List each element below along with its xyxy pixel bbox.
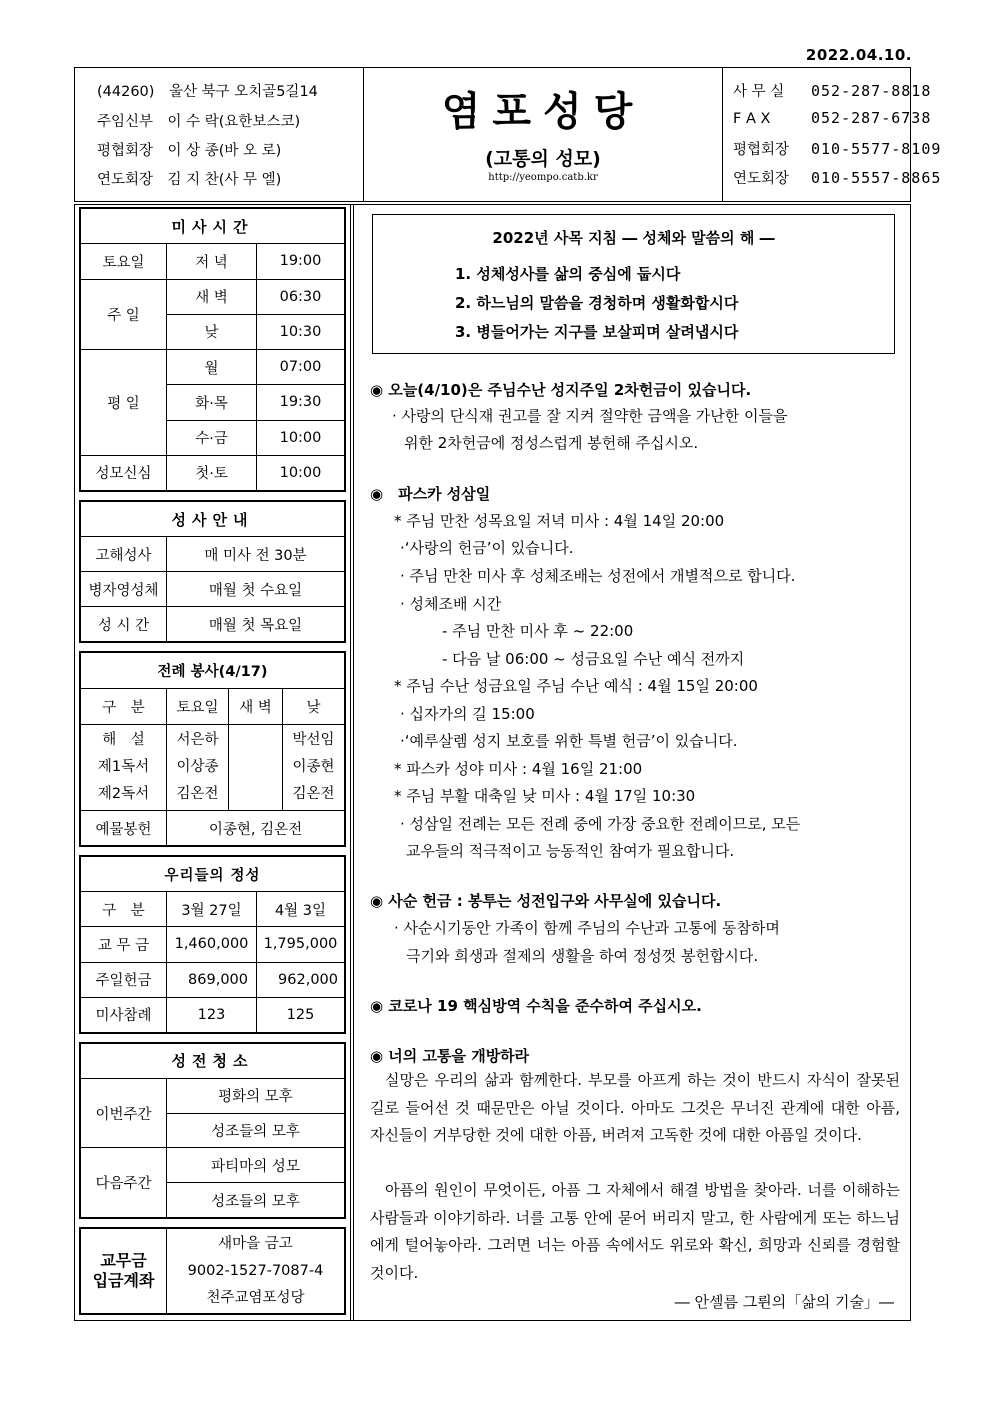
slot-label: 새 벽 bbox=[167, 279, 257, 314]
mass-time: 19:00 bbox=[257, 244, 345, 279]
offering-label: 예물봉헌 bbox=[81, 811, 167, 846]
day-label: 토요일 bbox=[81, 244, 167, 279]
offering-row-label: 주일헌금 bbox=[81, 962, 167, 997]
council-president: 평협회장 이 상 종(바 오 로) bbox=[97, 143, 282, 159]
mass-time: 10:00 bbox=[257, 420, 345, 455]
sacrament-label: 고해성사 bbox=[81, 537, 167, 572]
cleaning-box bbox=[79, 1042, 346, 1219]
header-info bbox=[75, 68, 363, 201]
liturgy-header: 구 분 bbox=[81, 689, 167, 725]
essay-paragraph: 실망은 우리의 삶과 함께한다. 부모를 아프게 하는 것이 반드시 자식이 잘못된 길로 들어선 것 때문만은 아닐 것이다. 아마도 그것은 무너진 관계에 대한 아픔, 자신들이 거부당한 것에 대한 아픔, 버려져 고독한 것에 대한 아픔일 것이다. bbox=[370, 1071, 900, 1144]
day-label: 주 일 bbox=[81, 279, 167, 350]
week-label: 다음주간 bbox=[81, 1148, 167, 1218]
notice-text: 교우들의 적극적이고 능동적인 참여가 필요합니다. bbox=[406, 842, 735, 860]
sacraments-table bbox=[80, 501, 345, 642]
slot-label: 수·금 bbox=[167, 420, 257, 455]
notice-text: · 사순시기동안 가족이 함께 주님의 수난과 고통에 동참하며 bbox=[394, 919, 780, 937]
contact-value: 052-287-6738 bbox=[811, 109, 932, 127]
notice-text: · 성체조배 시간 bbox=[400, 595, 502, 613]
church-url[interactable]: http://yeompo.catb.kr bbox=[488, 172, 598, 183]
offering-amount: 123 bbox=[167, 997, 257, 1032]
liturgy-header: 낮 bbox=[283, 689, 345, 725]
role-label: 제1독서 bbox=[97, 759, 150, 775]
role-label: 제2독서 bbox=[97, 786, 150, 802]
slot-label: 첫·토 bbox=[167, 455, 257, 490]
contact-value: 052-287-8818 bbox=[811, 82, 932, 100]
sacrament-value: 매월 첫 수요일 bbox=[167, 572, 345, 607]
address: (44260) 울산 북구 오치골5길14 bbox=[97, 84, 318, 100]
account-number: 9002-1527-7087-4 bbox=[187, 1262, 324, 1279]
offerings-title: 우리들의 정성 bbox=[81, 857, 345, 892]
notice-text: * 파스카 성야 미사 : 4월 16일 21:00 bbox=[394, 760, 643, 778]
liturgy-roles bbox=[81, 725, 167, 811]
notice-text: - 다음 날 06:00 ~ 성금요일 수난 예식 전까지 bbox=[442, 650, 745, 668]
contact-council bbox=[733, 138, 941, 159]
notice-text: * 주님 수난 성금요일 주님 수난 예식 : 4월 15일 20:00 bbox=[394, 677, 758, 695]
liturgy-dawn bbox=[229, 725, 283, 811]
account-label-2: 입금계좌 bbox=[92, 1271, 155, 1290]
offerings-header: 4월 3일 bbox=[257, 892, 345, 927]
notice-text: ·‘사랑의 헌금’이 있습니다. bbox=[400, 539, 574, 557]
offering-row-label: 미사참례 bbox=[81, 997, 167, 1032]
notice-essay-title: ◉ 너의 고통을 개방하라 bbox=[370, 1047, 530, 1065]
liturgy-header: 토요일 bbox=[167, 689, 229, 725]
sacraments-box bbox=[79, 500, 346, 643]
offering-amount: 1,460,000 bbox=[167, 927, 257, 962]
notice-text: 위한 2차헌금에 정성스럽게 봉헌해 주십시오. bbox=[404, 434, 699, 452]
notice-triduum-title: ◉ 파스카 성삼일 bbox=[370, 485, 491, 503]
notice-2nd-collection-title: ◉ 오늘(4/10)은 주님수난 성지주일 2차헌금이 있습니다. bbox=[370, 381, 752, 399]
policy-item: 2. 하느님의 말씀을 경청하며 생활화합시다 bbox=[455, 294, 739, 312]
notice-lent-title: ◉ 사순 헌금 : 봉투는 성전입구와 사무실에 있습니다. bbox=[370, 892, 722, 910]
notice-text: * 주님 부활 대축일 낮 미사 : 4월 17일 10:30 bbox=[394, 787, 696, 805]
essay-paragraph: 아픔의 원인이 무엇이든, 아픔 그 자체에서 해결 방법을 찾아라. 너를 이해하는 사람들과 이야기하라. 너를 고통 안에 묻어 버리지 말고, 한 사람에게 또는 하느님에게 털어놓아라. 그러면 너는 아픔 속에서도 위로와 확신, 희망과 신뢰를 경험할 것이다. bbox=[370, 1181, 900, 1282]
slot-label: 월 bbox=[167, 350, 257, 385]
mass-time: 10:00 bbox=[257, 455, 345, 490]
day-label: 성모신심 bbox=[81, 455, 167, 490]
mass-time: 10:30 bbox=[257, 314, 345, 349]
server-name: 이상종 bbox=[176, 759, 219, 775]
day-label: 평 일 bbox=[81, 350, 167, 456]
sacrament-value: 매 미사 전 30분 bbox=[167, 537, 345, 572]
pastor: 주임신부 이 수 락(요한보스코) bbox=[97, 114, 301, 130]
offerings-header: 3월 27일 bbox=[167, 892, 257, 927]
notice-text: - 주님 만찬 미사 후 ~ 22:00 bbox=[442, 622, 634, 640]
notice-text: · 사랑의 단식재 권고를 잘 지켜 절약한 금액을 가난한 이들을 bbox=[392, 407, 788, 425]
liturgy-noon bbox=[283, 725, 345, 811]
server-name: 김온전 bbox=[292, 786, 335, 802]
offering-value: 이종현, 김온전 bbox=[167, 811, 345, 846]
sacraments-title: 성사안내 bbox=[81, 502, 345, 537]
liturgy-saturday bbox=[167, 725, 229, 811]
church-title-block bbox=[363, 68, 723, 201]
liturgy-table bbox=[80, 652, 345, 846]
contact-prayer bbox=[733, 167, 941, 188]
header bbox=[74, 67, 942, 202]
offering-amount: 869,000 bbox=[167, 962, 257, 997]
liturgy-header: 새 벽 bbox=[229, 689, 283, 725]
server-name: 박선임 bbox=[292, 732, 335, 748]
account-table bbox=[80, 1228, 345, 1314]
contact-label: 평협회장 bbox=[733, 142, 790, 158]
contact-fax bbox=[733, 109, 931, 127]
contact-label: F A X bbox=[733, 111, 771, 127]
slot-label: 저 녁 bbox=[167, 244, 257, 279]
notice-covid-title: ◉ 코로나 19 핵심방역 수칙을 준수하여 주십시오. bbox=[370, 997, 702, 1015]
contacts bbox=[723, 68, 942, 201]
essay-source: ― 안셀름 그륀의「삶의 기술」― bbox=[674, 1293, 894, 1311]
contact-value: 010-5557-8865 bbox=[811, 169, 942, 187]
contact-value: 010-5577-8109 bbox=[811, 140, 942, 158]
server-name: 김온전 bbox=[176, 786, 219, 802]
liturgy-title: 전례 봉사(4/17) bbox=[81, 653, 345, 689]
cleaning-table bbox=[80, 1043, 345, 1218]
policy-title: 2022년 사목 지침 ― 성체와 말씀의 해 ― bbox=[492, 229, 775, 247]
notice-text: ·‘예루살렘 성지 보호를 위한 특별 헌금’이 있습니다. bbox=[400, 732, 738, 750]
server-name: 서은하 bbox=[176, 732, 219, 748]
mass-time: 19:30 bbox=[257, 385, 345, 420]
mass-time: 06:30 bbox=[257, 279, 345, 314]
mass-time: 07:00 bbox=[257, 350, 345, 385]
offering-row-label: 교 무 금 bbox=[81, 927, 167, 962]
contact-label: 사 무 실 bbox=[733, 84, 785, 100]
account-box bbox=[79, 1227, 346, 1315]
bulletin-date: 2022.04.10. bbox=[805, 46, 912, 64]
mass-times-table bbox=[80, 208, 345, 491]
offerings-box bbox=[79, 855, 346, 1034]
week-label: 이번주간 bbox=[81, 1078, 167, 1148]
offering-amount: 125 bbox=[257, 997, 345, 1032]
pastoral-policy-box bbox=[372, 214, 895, 354]
sacrament-value: 매월 첫 목요일 bbox=[167, 607, 345, 642]
contact-office bbox=[733, 80, 931, 101]
cleaning-title: 성전청소 bbox=[81, 1044, 345, 1079]
slot-label: 화·목 bbox=[167, 385, 257, 420]
mass-times-title: 미사시간 bbox=[81, 209, 345, 244]
notice-text: · 주님 만찬 미사 후 성체조배는 성전에서 개별적으로 합니다. bbox=[400, 567, 796, 585]
contact-label: 연도회장 bbox=[733, 171, 790, 187]
notice-text: * 주님 만찬 성목요일 저녁 미사 : 4월 14일 20:00 bbox=[394, 512, 725, 530]
offerings-table bbox=[80, 856, 345, 1033]
offering-amount: 1,795,000 bbox=[257, 927, 345, 962]
liturgy-box bbox=[79, 651, 346, 847]
sacrament-label: 병자영성체 bbox=[81, 572, 167, 607]
account-bank: 새마을 금고 bbox=[218, 1235, 293, 1252]
account-label bbox=[81, 1229, 167, 1314]
policy-item: 1. 성체성사를 삶의 중심에 둡시다 bbox=[455, 265, 681, 283]
role-label: 해 설 bbox=[102, 732, 145, 748]
column-divider bbox=[350, 204, 354, 1321]
cleaning-group: 파티마의 성모 bbox=[167, 1148, 345, 1183]
account-holder: 천주교염포성당 bbox=[206, 1289, 305, 1306]
cleaning-group: 성조들의 모후 bbox=[167, 1113, 345, 1148]
account-label-1: 교무금 bbox=[100, 1251, 147, 1270]
cleaning-group: 성조들의 모후 bbox=[167, 1183, 345, 1218]
notice-text: · 십자가의 길 15:00 bbox=[400, 705, 535, 723]
offerings-header: 구 분 bbox=[81, 892, 167, 927]
notice-text: · 성삼일 전례는 모든 전례 중에 가장 중요한 전례이므로, 모든 bbox=[400, 815, 801, 833]
mass-times-box bbox=[79, 207, 346, 492]
account-detail bbox=[167, 1229, 345, 1314]
cleaning-group: 평화의 모후 bbox=[167, 1078, 345, 1113]
prayer-president: 연도회장 김 지 찬(사 무 엘) bbox=[97, 172, 282, 188]
notice-text: 극기와 희생과 절제의 생활을 하여 정성껏 봉헌합시다. bbox=[406, 947, 759, 965]
sacrament-label: 성 시 간 bbox=[81, 607, 167, 642]
slot-label: 낮 bbox=[167, 314, 257, 349]
church-subtitle: (고통의 성모) bbox=[485, 148, 601, 170]
church-name: 염포성당 bbox=[441, 89, 645, 135]
server-name: 이종현 bbox=[292, 759, 335, 775]
offering-amount: 962,000 bbox=[257, 962, 345, 997]
policy-item: 3. 병들어가는 지구를 보살피며 살려냅시다 bbox=[455, 323, 739, 341]
